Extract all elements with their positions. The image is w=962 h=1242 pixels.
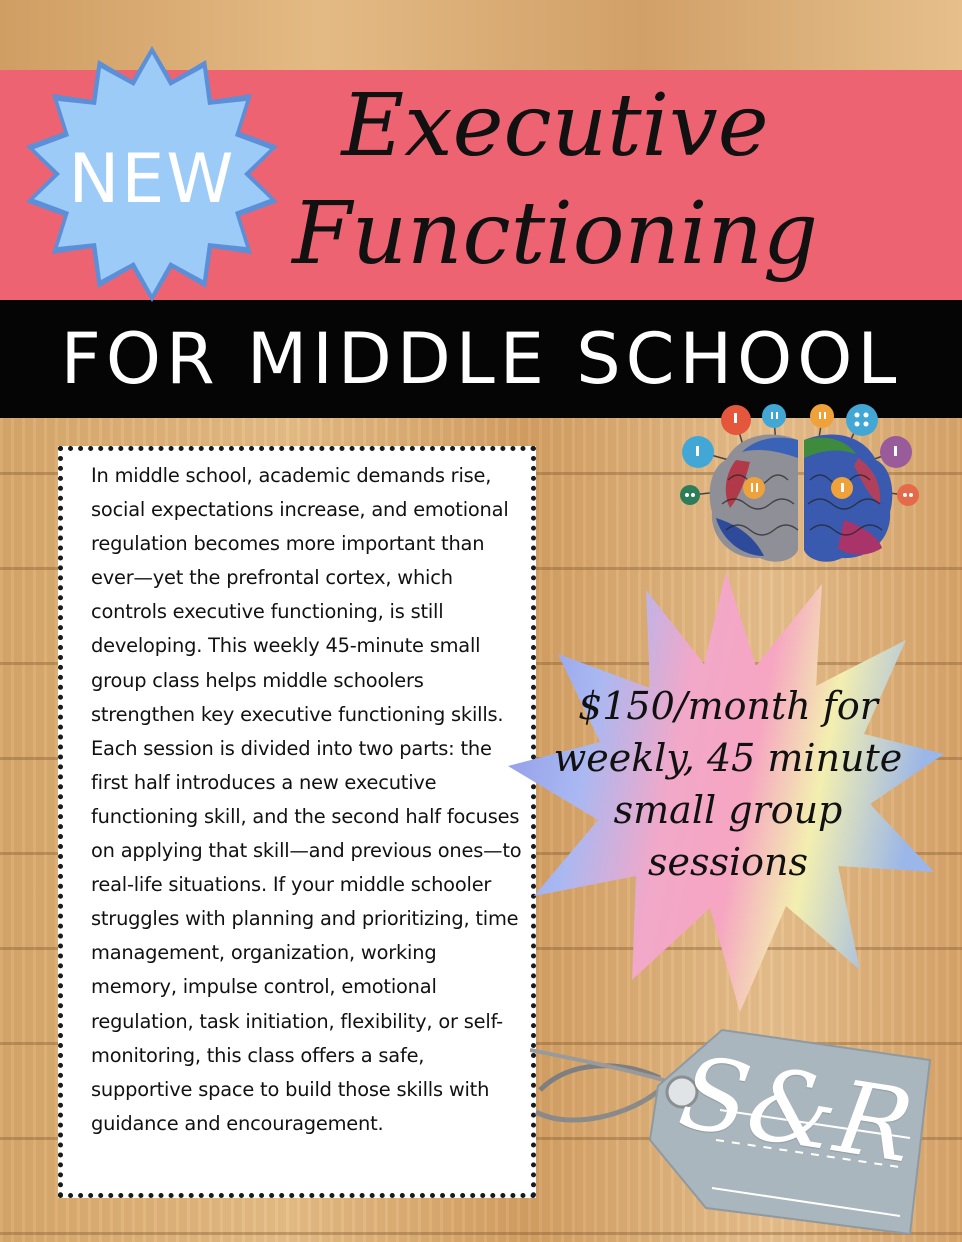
price-text: $150/month for weekly, 45 minute small group sessions xyxy=(553,684,903,884)
brain-illustration-icon xyxy=(676,400,926,580)
tag-label: S&R xyxy=(672,1033,921,1186)
description-box xyxy=(58,446,536,1198)
title-line-2: Functioning xyxy=(292,184,818,284)
title-line-1: Executive xyxy=(341,76,769,176)
subtitle: FOR MIDDLE SCHOOL xyxy=(60,318,902,400)
description-text: In middle school, academic demands rise, social expectations increase, and emotional regulation becomes more important than ever—yet the prefrontal cortex, which controls executive functioning, is still developing. This weekly 45-minute small group class helps middle schoolers strengthen key executive functioning skills. Each session is divided into two parts: the first half introduces a new executive functioning skill, and the second half focuses on applying that skill—and previous ones—to real-life situations. If your middle schooler struggles with planning and prioritizing, time management, organization, working memory, impulse control, emotional regulation, task initiation, flexibility, or self-monitoring, this class offers a safe, supportive space to build those skills with guidance and encouragement. xyxy=(91,464,522,1135)
page-title xyxy=(250,72,860,288)
new-badge-label: NEW xyxy=(68,140,236,219)
